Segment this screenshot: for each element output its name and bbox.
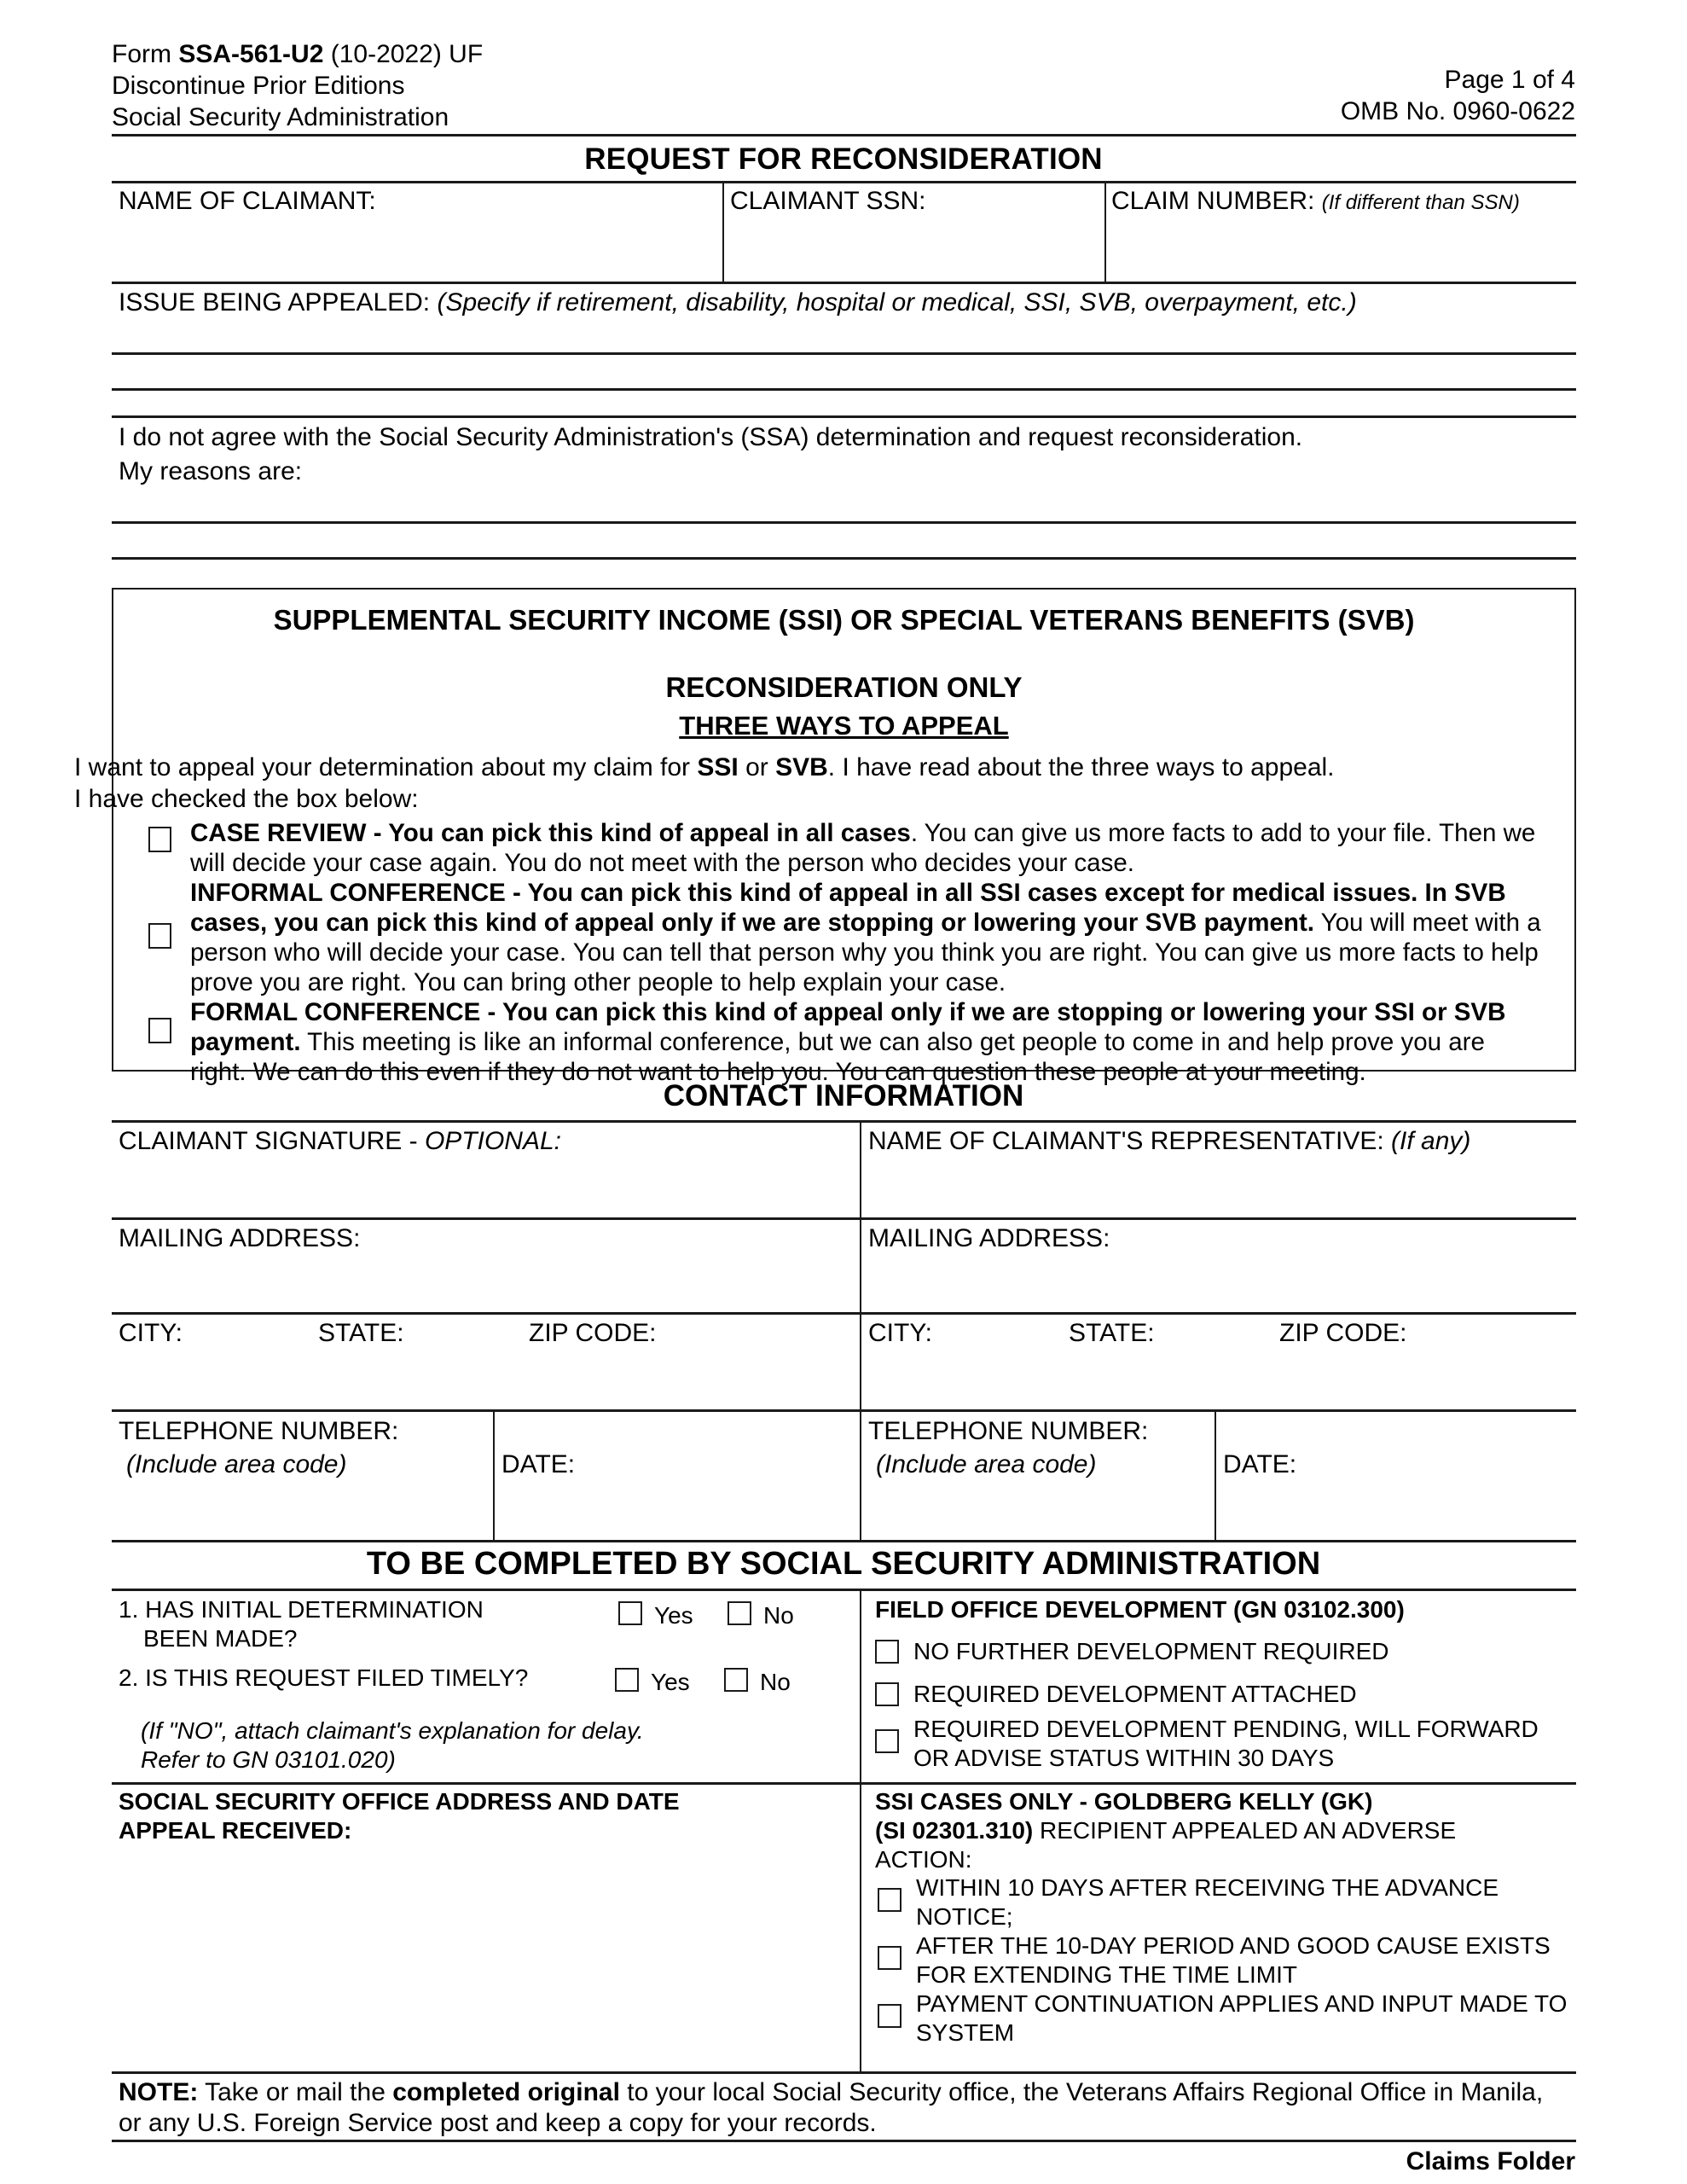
informal-conference-text: INFORMAL CONFERENCE - You can pick this kind of appeal in all SSI cases except for medical issues. In SVB cases, you can pick this kind of appeal only if we are stopping or lowering your SVB payment. You will meet with a person who will decide your case. You can tell that person why you think you are right. You can give us more facts to help prove you are right. You can bring other people to help explain your case. [190, 879, 1541, 996]
claimant-row-top-rule [112, 181, 1576, 183]
page-indicator: Page 1 of 4 [1444, 66, 1575, 94]
claimant-ssn-input[interactable] [730, 222, 1097, 276]
note-bottom-rule [112, 2140, 1576, 2142]
representative-mailing-address-input[interactable] [868, 1259, 1568, 1312]
issue-top-rule [112, 282, 1576, 284]
checkbox-development-attached[interactable] [875, 1682, 899, 1706]
claimant-telephone-input[interactable] [119, 1484, 485, 1536]
form-header-right [1341, 64, 1575, 127]
reasons-input-line-1[interactable] [112, 493, 1576, 520]
claimant-mailing-address-label: MAILING ADDRESS: [119, 1224, 361, 1252]
field-office-development-title: FIELD OFFICE DEVELOPMENT (GN 03102.300) [875, 1596, 1405, 1623]
claimant-state-label: STATE: [318, 1319, 404, 1347]
representative-telephone-hint: (Include area code) [876, 1450, 1097, 1478]
issue-line-2 [112, 388, 1576, 391]
claimant-city-state-zip-input[interactable] [119, 1355, 844, 1408]
form-word: Form [112, 40, 179, 68]
case-review-title: CASE REVIEW [190, 819, 367, 847]
representative-date-divider [1215, 1412, 1216, 1540]
formal-conference-text: FORMAL CONFERENCE - You can pick this kind of appeal only if we are stopping or lowering your SSI or SVB payment. This meeting is like an informal conference, but we can also get people to come in and help prove you are right. We can do this even if they do not want to help you. You can question these people at your meeting. [190, 998, 1506, 1086]
representative-telephone-label: TELEPHONE NUMBER: [868, 1417, 1149, 1445]
representative-name-label: NAME OF CLAIMANT'S REPRESENTATIVE: (If any) [868, 1127, 1471, 1155]
ssi-svb-reconsideration-box [74, 588, 1576, 1086]
issue-input-line-2[interactable] [112, 357, 1576, 387]
office-address-input[interactable] [119, 1851, 852, 2065]
disagreement-statement-line1: I do not agree with the Social Security Administration's (SSA) determination and request reconsideration. [119, 423, 1303, 451]
claim-number-label: CLAIM NUMBER: (If different than SSN) [1111, 187, 1520, 215]
contact-information-banner: CONTACT INFORMATION [663, 1079, 1024, 1112]
checkbox-no-further-development[interactable] [875, 1640, 899, 1664]
claimant-ssn-divider [722, 183, 724, 282]
field-office-option-1-label: NO FURTHER DEVELOPMENT REQUIRED [913, 1638, 1389, 1664]
representative-date-input[interactable] [1223, 1484, 1564, 1536]
delay-note-line2: Refer to GN 03101.020) [141, 1746, 396, 1773]
claimant-date-input[interactable] [501, 1484, 851, 1536]
representative-telephone-input[interactable] [868, 1484, 1205, 1536]
representative-name-input[interactable] [868, 1162, 1568, 1215]
field-office-option-2-label: REQUIRED DEVELOPMENT ATTACHED [913, 1681, 1357, 1707]
claimant-date-divider [493, 1412, 495, 1540]
page-title: REQUEST FOR RECONSIDERATION [584, 142, 1103, 176]
mailing-address-rule [112, 1217, 1576, 1220]
issue-being-appealed-label: ISSUE BEING APPEALED: (Specify if retirement, disability, hospital or medical, SSI, SVB, overpayment, etc.) [119, 288, 1357, 317]
representative-mailing-address-label: MAILING ADDRESS: [868, 1224, 1110, 1252]
claimant-city-label: CITY: [119, 1319, 183, 1347]
question-1-no-label: No [763, 1602, 794, 1629]
issue-line-1 [112, 352, 1576, 355]
goldberg-kelly-citation-line: (SI 02301.310) RECIPIENT APPEALED AN ADVERSE [875, 1817, 1457, 1844]
question-1-line1: 1. HAS INITIAL DETERMINATION [119, 1596, 484, 1623]
disagreement-statement-line2: My reasons are: [119, 457, 303, 485]
checkbox-formal-conference[interactable] [148, 1018, 171, 1043]
representative-city-state-zip-input[interactable] [868, 1355, 1568, 1408]
representative-state-label: STATE: [1069, 1319, 1155, 1347]
claim-number-input[interactable] [1111, 222, 1572, 276]
claimant-zip-label: ZIP CODE: [529, 1319, 657, 1347]
checkbox-q1-no[interactable] [728, 1601, 751, 1625]
claimant-date-label: DATE: [501, 1450, 576, 1478]
ssi-box-heading-line2: RECONSIDERATION ONLY [665, 671, 1023, 703]
telephone-date-rule [112, 1409, 1576, 1412]
note-top-rule [112, 2071, 1576, 2074]
goldberg-kelly-action-label: ACTION: [875, 1846, 972, 1873]
question-2-label: 2. IS THIS REQUEST FILED TIMELY? [119, 1664, 529, 1691]
checkbox-informal-conference[interactable] [148, 923, 171, 949]
footer-note: NOTE: Take or mail the completed original to your local Social Security office, the Veterans Affairs Regional Office in Manila, or any U.S. Foreign Service post and keep a copy for your records. [119, 2078, 1544, 2137]
claim-number-hint: (If different than SSN) [1321, 191, 1520, 214]
question-1-line2: BEEN MADE? [143, 1625, 298, 1652]
claimant-telephone-hint: (Include area code) [126, 1450, 347, 1478]
question-1-yes-label: Yes [654, 1602, 693, 1629]
case-review-text: CASE REVIEW - You can pick this kind of appeal in all cases. You can give us more facts to add to your file. Then we will decide your case again. You do not meet with the person who decides your case. [190, 819, 1536, 877]
form-number: SSA-561-U2 [178, 40, 324, 68]
issue-hint: (Specify if retirement, disability, hospital or medical, SSI, SVB, overpayment, etc.) [437, 288, 1357, 317]
reasons-line-1 [112, 521, 1576, 524]
ssa-section-top-rule [112, 1540, 1576, 1542]
agency-line: Social Security Administration [112, 103, 449, 131]
checkbox-q1-yes[interactable] [618, 1601, 642, 1625]
name-of-claimant-input[interactable] [119, 222, 716, 276]
claims-folder-label: Claims Folder [1406, 2147, 1575, 2175]
contact-column-divider [860, 1123, 861, 1540]
office-address-label-line1: SOCIAL SECURITY OFFICE ADDRESS AND DATE [119, 1788, 680, 1815]
disagree-top-rule [112, 415, 1576, 418]
representative-city-label: CITY: [868, 1319, 933, 1347]
claimant-telephone-label: TELEPHONE NUMBER: [119, 1417, 399, 1445]
goldberg-kelly-rule [860, 1782, 1576, 1785]
goldberg-kelly-citation: (SI 02301.310) [875, 1817, 1034, 1844]
representative-zip-label: ZIP CODE: [1279, 1319, 1407, 1347]
claim-number-divider [1104, 183, 1106, 282]
checkbox-q2-yes[interactable] [615, 1668, 639, 1692]
informal-conference-title: INFORMAL CONFERENCE [190, 879, 506, 907]
office-address-label-line2: APPEAL RECEIVED: [119, 1817, 352, 1844]
reasons-line-2 [112, 557, 1576, 560]
claimant-mailing-address-input[interactable] [119, 1259, 844, 1312]
note-label: NOTE: [119, 2078, 199, 2106]
claimant-signature-input[interactable] [119, 1162, 844, 1215]
goldberg-kelly-option-1-label: WITHIN 10 DAYS AFTER RECEIVING THE ADVANCE NOTICE; [916, 1874, 1499, 1930]
goldberg-kelly-option-2-label: AFTER THE 10-DAY PERIOD AND GOOD CAUSE EXISTS FOR EXTENDING THE TIME LIMIT [916, 1932, 1551, 1988]
contact-top-rule [112, 1120, 1576, 1123]
checkbox-payment-continuation[interactable] [878, 2004, 901, 2028]
checkbox-development-pending[interactable] [875, 1729, 899, 1753]
checkbox-within-10-days[interactable] [878, 1888, 901, 1912]
reasons-input-line-2[interactable] [112, 526, 1576, 556]
ssa-column-divider [860, 1591, 861, 2071]
claimant-signature-label: CLAIMANT SIGNATURE - OPTIONAL: [119, 1127, 561, 1155]
goldberg-kelly-title: SSI CASES ONLY - GOLDBERG KELLY (GK) [875, 1788, 1373, 1815]
header-divider [112, 134, 1576, 136]
checkbox-after-10-day-period[interactable] [878, 1946, 901, 1970]
office-address-rule [112, 1782, 860, 1785]
issue-input-line-1[interactable] [112, 329, 1576, 351]
ssi-box-heading-line3: THREE WAYS TO APPEAL [679, 711, 1009, 741]
goldberg-kelly-option-3-label: PAYMENT CONTINUATION APPLIES AND INPUT MADE TO SYSTEM [916, 1990, 1568, 2046]
ssi-intro-line2: I have checked the box below: [74, 785, 419, 813]
form-edition: (10-2022) UF [323, 40, 484, 68]
delay-note-line1: (If "NO", attach claimant's explanation for delay. [141, 1717, 644, 1744]
checkbox-case-review[interactable] [148, 827, 171, 852]
representative-date-label: DATE: [1223, 1450, 1297, 1478]
question-2-yes-label: Yes [651, 1669, 690, 1695]
question-2-no-label: No [760, 1669, 791, 1695]
ssi-intro-line1: I want to appeal your determination about my claim for SSI or SVB. I have read about the three ways to appeal. [74, 753, 1335, 781]
ssa-section-banner: TO BE COMPLETED BY SOCIAL SECURITY ADMINISTRATION [366, 1546, 1321, 1582]
formal-conference-title: FORMAL CONFERENCE [190, 998, 481, 1026]
ssi-box-heading-line1: SUPPLEMENTAL SECURITY INCOME (SSI) OR SPECIAL VETERANS BENEFITS (SVB) [273, 604, 1415, 636]
claimant-ssn-label: CLAIMANT SSN: [730, 187, 926, 215]
form-header-left [112, 38, 483, 133]
discontinue-line: Discontinue Prior Editions [112, 72, 405, 100]
name-of-claimant-label: NAME OF CLAIMANT: [119, 187, 376, 215]
city-state-zip-rule [112, 1312, 1576, 1315]
ssa-questions-top-rule [112, 1589, 1576, 1591]
omb-number: OMB No. 0960-0622 [1340, 97, 1575, 125]
representative-hint: (If any) [1391, 1127, 1471, 1155]
checkbox-q2-no[interactable] [724, 1668, 748, 1692]
form-number-line [112, 38, 483, 70]
field-office-option-3-label: REQUIRED DEVELOPMENT PENDING, WILL FORWARD OR ADVISE STATUS WITHIN 30 DAYS [913, 1716, 1539, 1771]
